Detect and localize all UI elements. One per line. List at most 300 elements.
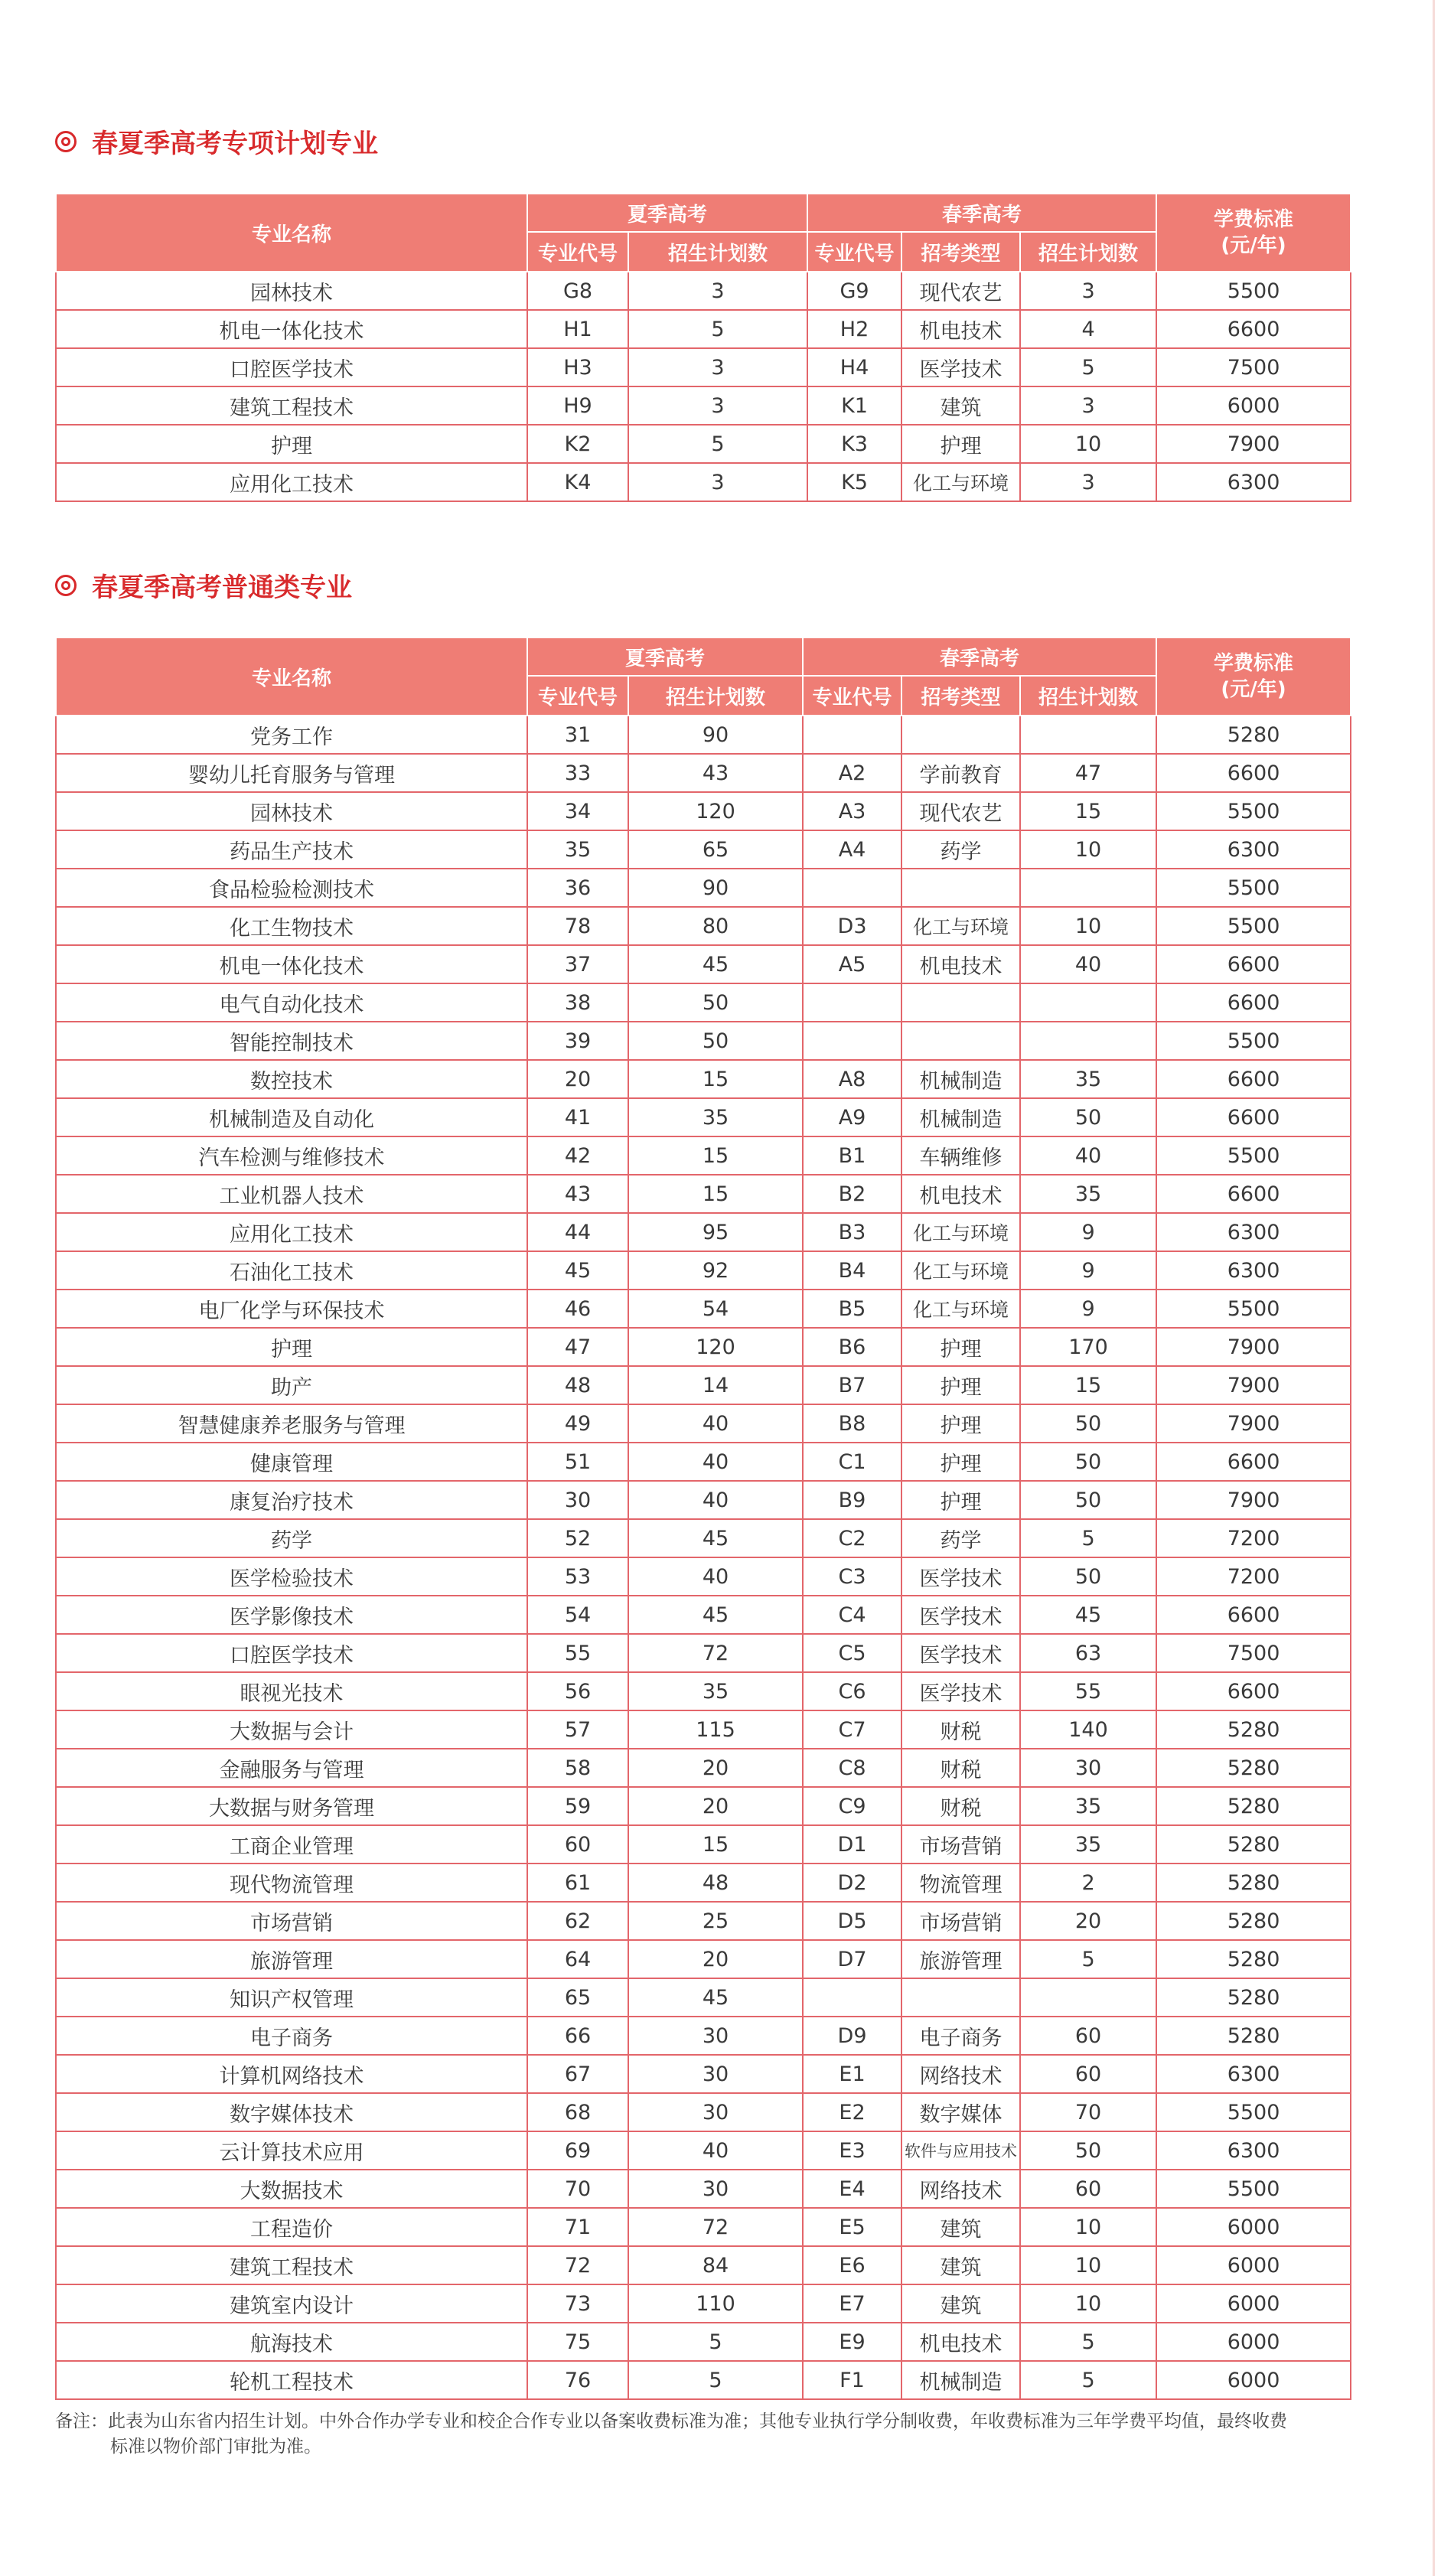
cell-summer-code: 60 [527,1825,628,1864]
cell-spring-code: D2 [803,1864,901,1902]
cell-summer-code: 59 [527,1787,628,1825]
cell-fee: 7900 [1156,1481,1351,1519]
header-summer: 夏季高考 [527,194,807,232]
cell-summer-code: 64 [527,1940,628,1978]
cell-major-name: 大数据与财务管理 [56,1787,527,1825]
table-row [56,2170,1351,2208]
cell-spring-code: D3 [803,907,901,945]
cell-fee: 7500 [1156,348,1351,386]
cell-spring-plan: 50 [1020,1481,1156,1519]
cell-fee: 7200 [1156,1557,1351,1596]
cell-summer-code: 73 [527,2284,628,2323]
cell-fee: 5280 [1156,1825,1351,1864]
cell-fee: 6300 [1156,463,1351,501]
cell-spring-plan: 5 [1020,1519,1156,1557]
cell-spring-type: 护理 [901,425,1020,463]
header-spring-type: 招考类型 [901,676,1020,716]
table-row [56,830,1351,869]
table-row [56,1519,1351,1557]
cell-summer-plan: 72 [628,1634,803,1672]
header-spring-code: 专业代号 [807,232,901,272]
header-fee-line2: (元/年) [1221,234,1286,257]
cell-spring-type: 软件与应用技术 [901,2131,1020,2170]
cell-summer-code: H3 [527,348,628,386]
cell-summer-code: 54 [527,1596,628,1634]
cell-fee: 6600 [1156,1443,1351,1481]
cell-spring-code [803,869,901,907]
cell-spring-plan [1020,983,1156,1022]
cell-spring-type: 机电技术 [901,945,1020,983]
cell-spring-plan: 9 [1020,1251,1156,1290]
table-row [56,1481,1351,1519]
cell-summer-plan: 3 [628,272,807,310]
table-row [56,1940,1351,1978]
cell-spring-plan: 10 [1020,2246,1156,2284]
cell-major-name: 护理 [56,1328,527,1366]
cell-summer-plan: 120 [628,792,803,830]
cell-major-name: 医学检验技术 [56,1557,527,1596]
cell-fee: 7900 [1156,425,1351,463]
table-row [56,272,1351,310]
cell-spring-plan: 60 [1020,2170,1156,2208]
cell-major-name: 智慧健康养老服务与管理 [56,1404,527,1443]
cell-summer-plan: 120 [628,1328,803,1366]
cell-summer-plan: 115 [628,1710,803,1749]
cell-spring-code: C2 [803,1519,901,1557]
header-fee-line1: 学费标准 [1214,208,1294,231]
cell-fee: 5280 [1156,2017,1351,2055]
cell-spring-type: 财税 [901,1710,1020,1749]
cell-spring-plan: 10 [1020,425,1156,463]
cell-major-name: 应用化工技术 [56,1213,527,1251]
cell-spring-code: A2 [803,754,901,792]
cell-spring-type: 医学技术 [901,1634,1020,1672]
header-major: 专业名称 [56,194,527,272]
cell-spring-type [901,1978,1020,2017]
cell-spring-plan: 50 [1020,1098,1156,1136]
cell-spring-plan: 30 [1020,1749,1156,1787]
cell-fee: 6300 [1156,1213,1351,1251]
cell-summer-plan: 15 [628,1136,803,1175]
cell-summer-plan: 80 [628,907,803,945]
cell-fee: 6600 [1156,310,1351,348]
cell-summer-code: 75 [527,2323,628,2361]
cell-spring-plan: 35 [1020,1175,1156,1213]
cell-spring-plan: 35 [1020,1060,1156,1098]
cell-spring-plan: 5 [1020,2323,1156,2361]
cell-summer-code: 30 [527,1481,628,1519]
table-row [56,425,1351,463]
cell-spring-code [803,716,901,754]
cell-spring-code: E5 [803,2208,901,2246]
cell-summer-plan: 20 [628,1787,803,1825]
table-row [56,869,1351,907]
table-row [56,1098,1351,1136]
cell-spring-plan: 63 [1020,1634,1156,1672]
cell-major-name: 健康管理 [56,1443,527,1481]
cell-fee: 7900 [1156,1366,1351,1404]
cell-fee: 5280 [1156,1710,1351,1749]
cell-summer-code: 52 [527,1519,628,1557]
special-plan-body [56,272,1351,501]
table-row [56,310,1351,348]
cell-fee: 6000 [1156,2323,1351,2361]
cell-summer-plan: 40 [628,2131,803,2170]
cell-fee: 5500 [1156,792,1351,830]
cell-summer-code: 65 [527,1978,628,2017]
cell-spring-code: E3 [803,2131,901,2170]
cell-summer-code: 36 [527,869,628,907]
table-row [56,2208,1351,2246]
cell-summer-code: 69 [527,2131,628,2170]
cell-spring-plan: 2 [1020,1864,1156,1902]
cell-major-name: 航海技术 [56,2323,527,2361]
cell-summer-plan: 30 [628,2093,803,2131]
cell-summer-code: 20 [527,1060,628,1098]
cell-spring-plan: 9 [1020,1213,1156,1251]
cell-major-name: 工程造价 [56,2208,527,2246]
cell-summer-code: 42 [527,1136,628,1175]
cell-spring-type: 护理 [901,1443,1020,1481]
table-row [56,754,1351,792]
cell-fee: 6300 [1156,1251,1351,1290]
cell-major-name: 电子商务 [56,2017,527,2055]
table-row [56,1710,1351,1749]
cell-summer-code: K2 [527,425,628,463]
table-row [56,2323,1351,2361]
cell-summer-plan: 30 [628,2170,803,2208]
cell-spring-code: C5 [803,1634,901,1672]
header-spring: 春季高考 [803,637,1156,676]
cell-summer-plan: 45 [628,1596,803,1634]
cell-spring-plan: 45 [1020,1596,1156,1634]
cell-fee: 5500 [1156,869,1351,907]
cell-spring-type: 机电技术 [901,310,1020,348]
section-heading-special-plan [55,122,378,160]
cell-spring-type: 车辆维修 [901,1136,1020,1175]
cell-fee: 5280 [1156,1940,1351,1978]
cell-spring-code: E6 [803,2246,901,2284]
footnote-line1: 备注：此表为山东省内招生计划。中外合作办学专业和校企合作专业以备案收费标准为准；其他专业执行学分制收费，年收费标准为三年学费平均值，最终收费 [55,2411,1287,2431]
cell-spring-plan: 170 [1020,1328,1156,1366]
table-row [56,1749,1351,1787]
cell-spring-code: C9 [803,1787,901,1825]
cell-spring-code: E9 [803,2323,901,2361]
cell-summer-plan: 15 [628,1175,803,1213]
cell-spring-code: B8 [803,1404,901,1443]
cell-summer-code: 47 [527,1328,628,1366]
table-row [56,463,1351,501]
cell-spring-plan: 60 [1020,2017,1156,2055]
cell-summer-plan: 30 [628,2055,803,2093]
cell-major-name: 机电一体化技术 [56,310,527,348]
cell-summer-code: 44 [527,1213,628,1251]
section-heading-general [55,566,352,604]
table-row [56,1366,1351,1404]
cell-summer-plan: 20 [628,1940,803,1978]
header-fee [1156,194,1351,272]
cell-spring-plan: 60 [1020,2055,1156,2093]
table-row [56,1902,1351,1940]
cell-spring-type: 医学技术 [901,1557,1020,1596]
cell-summer-plan: 40 [628,1557,803,1596]
cell-spring-code: A9 [803,1098,901,1136]
cell-fee: 5280 [1156,1787,1351,1825]
header-summer-code: 专业代号 [527,676,628,716]
cell-summer-plan: 30 [628,2017,803,2055]
cell-spring-type: 化工与环境 [901,1290,1020,1328]
cell-spring-code: A8 [803,1060,901,1098]
cell-major-name: 机电一体化技术 [56,945,527,983]
cell-spring-type: 护理 [901,1404,1020,1443]
cell-spring-plan: 50 [1020,1557,1156,1596]
table-row [56,1136,1351,1175]
cell-spring-type: 市场营销 [901,1825,1020,1864]
cell-summer-code: K4 [527,463,628,501]
cell-spring-type: 建筑 [901,2208,1020,2246]
cell-summer-code: 76 [527,2361,628,2399]
header-summer-plan: 招生计划数 [628,676,803,716]
cell-summer-code: 61 [527,1864,628,1902]
cell-spring-plan: 4 [1020,310,1156,348]
header-spring-plan: 招生计划数 [1020,676,1156,716]
cell-spring-plan: 3 [1020,272,1156,310]
cell-spring-code: H4 [807,348,901,386]
cell-major-name: 数控技术 [56,1060,527,1098]
cell-major-name: 知识产权管理 [56,1978,527,2017]
cell-summer-code: 41 [527,1098,628,1136]
cell-spring-type: 学前教育 [901,754,1020,792]
table-row [56,1978,1351,2017]
table-row [56,2093,1351,2131]
cell-spring-plan: 140 [1020,1710,1156,1749]
cell-summer-plan: 35 [628,1672,803,1710]
cell-fee: 5280 [1156,1902,1351,1940]
cell-major-name: 大数据与会计 [56,1710,527,1749]
cell-summer-code: 62 [527,1902,628,1940]
cell-spring-code: K5 [807,463,901,501]
cell-summer-plan: 50 [628,983,803,1022]
cell-summer-code: 34 [527,792,628,830]
cell-spring-type [901,869,1020,907]
cell-summer-code: 56 [527,1672,628,1710]
cell-spring-code: C4 [803,1596,901,1634]
cell-spring-code: B5 [803,1290,901,1328]
section-title: 春夏季高考专项计划专业 [92,129,378,159]
cell-spring-code: F1 [803,2361,901,2399]
cell-summer-code: 67 [527,2055,628,2093]
table-row [56,2361,1351,2399]
cell-fee: 6000 [1156,2284,1351,2323]
table-row [56,1022,1351,1060]
cell-spring-code: K1 [807,386,901,425]
cell-fee: 6300 [1156,2131,1351,2170]
cell-fee: 7900 [1156,1404,1351,1443]
cell-fee: 5500 [1156,1022,1351,1060]
cell-spring-type: 医学技术 [901,1672,1020,1710]
cell-major-name: 电厂化学与环保技术 [56,1290,527,1328]
table-row [56,1060,1351,1098]
cell-summer-plan: 3 [628,348,807,386]
cell-major-name: 云计算技术应用 [56,2131,527,2170]
cell-spring-code: A3 [803,792,901,830]
cell-fee: 6600 [1156,1060,1351,1098]
cell-spring-code: B6 [803,1328,901,1366]
cell-summer-plan: 40 [628,1443,803,1481]
general-plan-table [55,637,1351,2400]
cell-major-name: 园林技术 [56,792,527,830]
table-row [56,2017,1351,2055]
cell-summer-code: 33 [527,754,628,792]
cell-summer-plan: 84 [628,2246,803,2284]
cell-summer-plan: 14 [628,1366,803,1404]
table-row [56,1864,1351,1902]
cell-spring-type: 建筑 [901,2246,1020,2284]
cell-fee: 6600 [1156,1596,1351,1634]
cell-major-name: 工商企业管理 [56,1825,527,1864]
cell-spring-type: 化工与环境 [901,463,1020,501]
general-plan-body [56,716,1351,2399]
cell-summer-plan: 3 [628,386,807,425]
table-row [56,983,1351,1022]
cell-spring-code [803,1978,901,2017]
cell-spring-type: 护理 [901,1366,1020,1404]
cell-fee: 6300 [1156,830,1351,869]
cell-major-name: 化工生物技术 [56,907,527,945]
cell-summer-plan: 45 [628,1978,803,2017]
cell-spring-type: 物流管理 [901,1864,1020,1902]
cell-summer-code: 78 [527,907,628,945]
cell-fee: 6600 [1156,1672,1351,1710]
cell-fee: 6000 [1156,2208,1351,2246]
header-fee [1156,637,1351,716]
cell-spring-code: A4 [803,830,901,869]
cell-major-name: 金融服务与管理 [56,1749,527,1787]
cell-spring-type: 药学 [901,1519,1020,1557]
cell-spring-plan: 40 [1020,945,1156,983]
cell-spring-plan: 50 [1020,1404,1156,1443]
table-row [56,2246,1351,2284]
header-fee-line1: 学费标准 [1214,652,1294,675]
header-major: 专业名称 [56,637,527,716]
cell-summer-plan: 90 [628,869,803,907]
cell-fee: 6300 [1156,2055,1351,2093]
cell-major-name: 食品检验检测技术 [56,869,527,907]
cell-major-name: 建筑工程技术 [56,386,527,425]
cell-spring-type: 市场营销 [901,1902,1020,1940]
cell-fee: 5500 [1156,1136,1351,1175]
cell-spring-plan: 15 [1020,1366,1156,1404]
cell-fee: 5500 [1156,2170,1351,2208]
cell-spring-plan: 3 [1020,463,1156,501]
cell-spring-plan: 40 [1020,1136,1156,1175]
table-row [56,1328,1351,1366]
cell-spring-type: 网络技术 [901,2170,1020,2208]
header-spring-type: 招考类型 [901,232,1020,272]
header-summer-code: 专业代号 [527,232,628,272]
cell-spring-plan: 3 [1020,386,1156,425]
cell-summer-code: 55 [527,1634,628,1672]
cell-spring-type: 机电技术 [901,2323,1020,2361]
cell-fee: 7200 [1156,1519,1351,1557]
cell-spring-type: 电子商务 [901,2017,1020,2055]
cell-fee: 6600 [1156,983,1351,1022]
cell-spring-type: 化工与环境 [901,907,1020,945]
cell-spring-code: C7 [803,1710,901,1749]
header-summer-plan: 招生计划数 [628,232,807,272]
cell-major-name: 建筑工程技术 [56,2246,527,2284]
cell-major-name: 机械制造及自动化 [56,1098,527,1136]
cell-spring-type: 机械制造 [901,1060,1020,1098]
cell-summer-code: 45 [527,1251,628,1290]
table-row [56,945,1351,983]
cell-spring-plan: 50 [1020,1443,1156,1481]
cell-summer-plan: 43 [628,754,803,792]
table-row [56,2055,1351,2093]
cell-summer-code: 43 [527,1175,628,1213]
cell-fee: 6600 [1156,1098,1351,1136]
cell-major-name: 口腔医学技术 [56,1634,527,1672]
table-row [56,1443,1351,1481]
cell-spring-plan: 10 [1020,2284,1156,2323]
footnote [55,2409,1356,2460]
cell-spring-code: B9 [803,1481,901,1519]
cell-fee: 6000 [1156,2246,1351,2284]
footnote-line2: 标准以物价部门审批为准。 [110,2437,321,2457]
cell-summer-code: 49 [527,1404,628,1443]
cell-spring-plan: 35 [1020,1787,1156,1825]
cell-fee: 5280 [1156,1864,1351,1902]
section-title: 春夏季高考普通类专业 [92,572,352,603]
cell-spring-code [803,983,901,1022]
cell-fee: 7900 [1156,1328,1351,1366]
cell-spring-code: B3 [803,1213,901,1251]
cell-spring-type [901,716,1020,754]
cell-major-name: 计算机网络技术 [56,2055,527,2093]
cell-spring-plan: 47 [1020,754,1156,792]
cell-fee: 5500 [1156,272,1351,310]
header-spring-plan: 招生计划数 [1020,232,1156,272]
cell-spring-code: D1 [803,1825,901,1864]
cell-major-name: 助产 [56,1366,527,1404]
cell-spring-plan: 15 [1020,792,1156,830]
cell-major-name: 医学影像技术 [56,1596,527,1634]
cell-spring-type: 网络技术 [901,2055,1020,2093]
cell-spring-type: 财税 [901,1787,1020,1825]
cell-spring-type: 医学技术 [901,348,1020,386]
cell-major-name: 智能控制技术 [56,1022,527,1060]
cell-spring-code: B4 [803,1251,901,1290]
cell-spring-type: 药学 [901,830,1020,869]
bullet-ring-icon [55,131,77,152]
table-row [56,1596,1351,1634]
cell-summer-plan: 35 [628,1098,803,1136]
cell-spring-code: D5 [803,1902,901,1940]
cell-major-name: 大数据技术 [56,2170,527,2208]
cell-spring-plan: 5 [1020,1940,1156,1978]
table-row [56,386,1351,425]
table-row [56,1404,1351,1443]
table-row [56,792,1351,830]
cell-spring-code: K3 [807,425,901,463]
cell-spring-type: 医学技术 [901,1596,1020,1634]
bullet-ring-icon [55,575,77,596]
table-row [56,907,1351,945]
cell-summer-plan: 48 [628,1864,803,1902]
cell-major-name: 药学 [56,1519,527,1557]
cell-spring-plan: 10 [1020,830,1156,869]
cell-spring-type: 数字媒体 [901,2093,1020,2131]
